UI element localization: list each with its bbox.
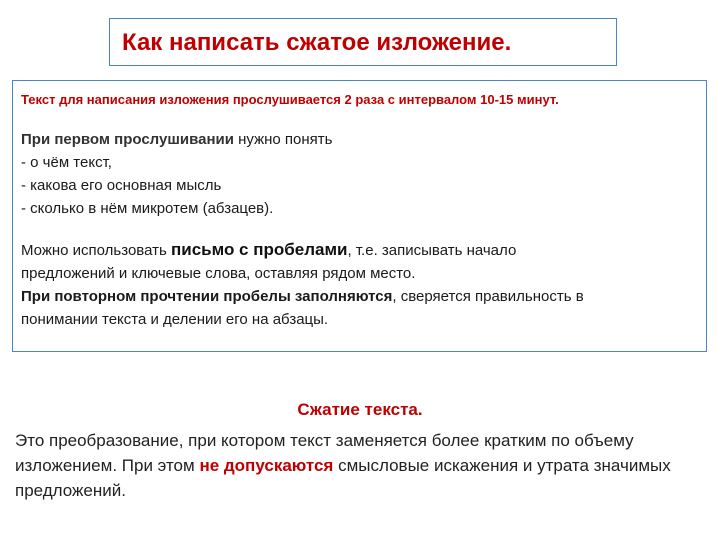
second-reading-line [21, 285, 706, 308]
list-item: - какова его основная мысль [21, 177, 222, 194]
second-reading-bold: При повторном прочтении пробелы заполняются [21, 288, 393, 305]
gap-writing-term: письмо с пробелами [170, 240, 348, 259]
title-box [109, 18, 617, 66]
first-listen-line [21, 128, 706, 151]
definition-part1: Это преобразование, при котором текст заменяется более кратким по объему изложением. При этом [15, 431, 634, 475]
gap-writing-line2: предложений и ключевые слова, оставляя рядом место. [21, 265, 416, 282]
gap-writing-rest: , т.е. записывать начало [347, 242, 517, 259]
list-item: - о чём текст, [21, 154, 112, 171]
intro-text: Текст для написания изложения прослушивается 2 раза с интервалом 10-15 минут. [21, 92, 559, 107]
first-listen-bold: При первом прослушивании [21, 131, 234, 148]
first-listen-rest: нужно понять [233, 131, 333, 148]
definition-emphasis: не допускаются [199, 456, 334, 475]
definition-part2: смысловые искажения и утрата значимых предложений. [15, 456, 671, 500]
gap-writing-line [21, 238, 706, 262]
instructions-box [12, 80, 707, 352]
compression-definition [15, 428, 705, 503]
gap-writing-start: Можно использовать [21, 242, 171, 259]
list-item: - сколько в нём микротем (абзацев). [21, 200, 274, 217]
slide-title: Как написать сжатое изложение. [122, 29, 512, 56]
compression-heading: Сжатие текста. [297, 400, 423, 419]
second-reading-line2: понимании текста и делении его на абзацы. [21, 311, 329, 328]
second-reading-rest: , сверяется правильность в [392, 288, 584, 305]
